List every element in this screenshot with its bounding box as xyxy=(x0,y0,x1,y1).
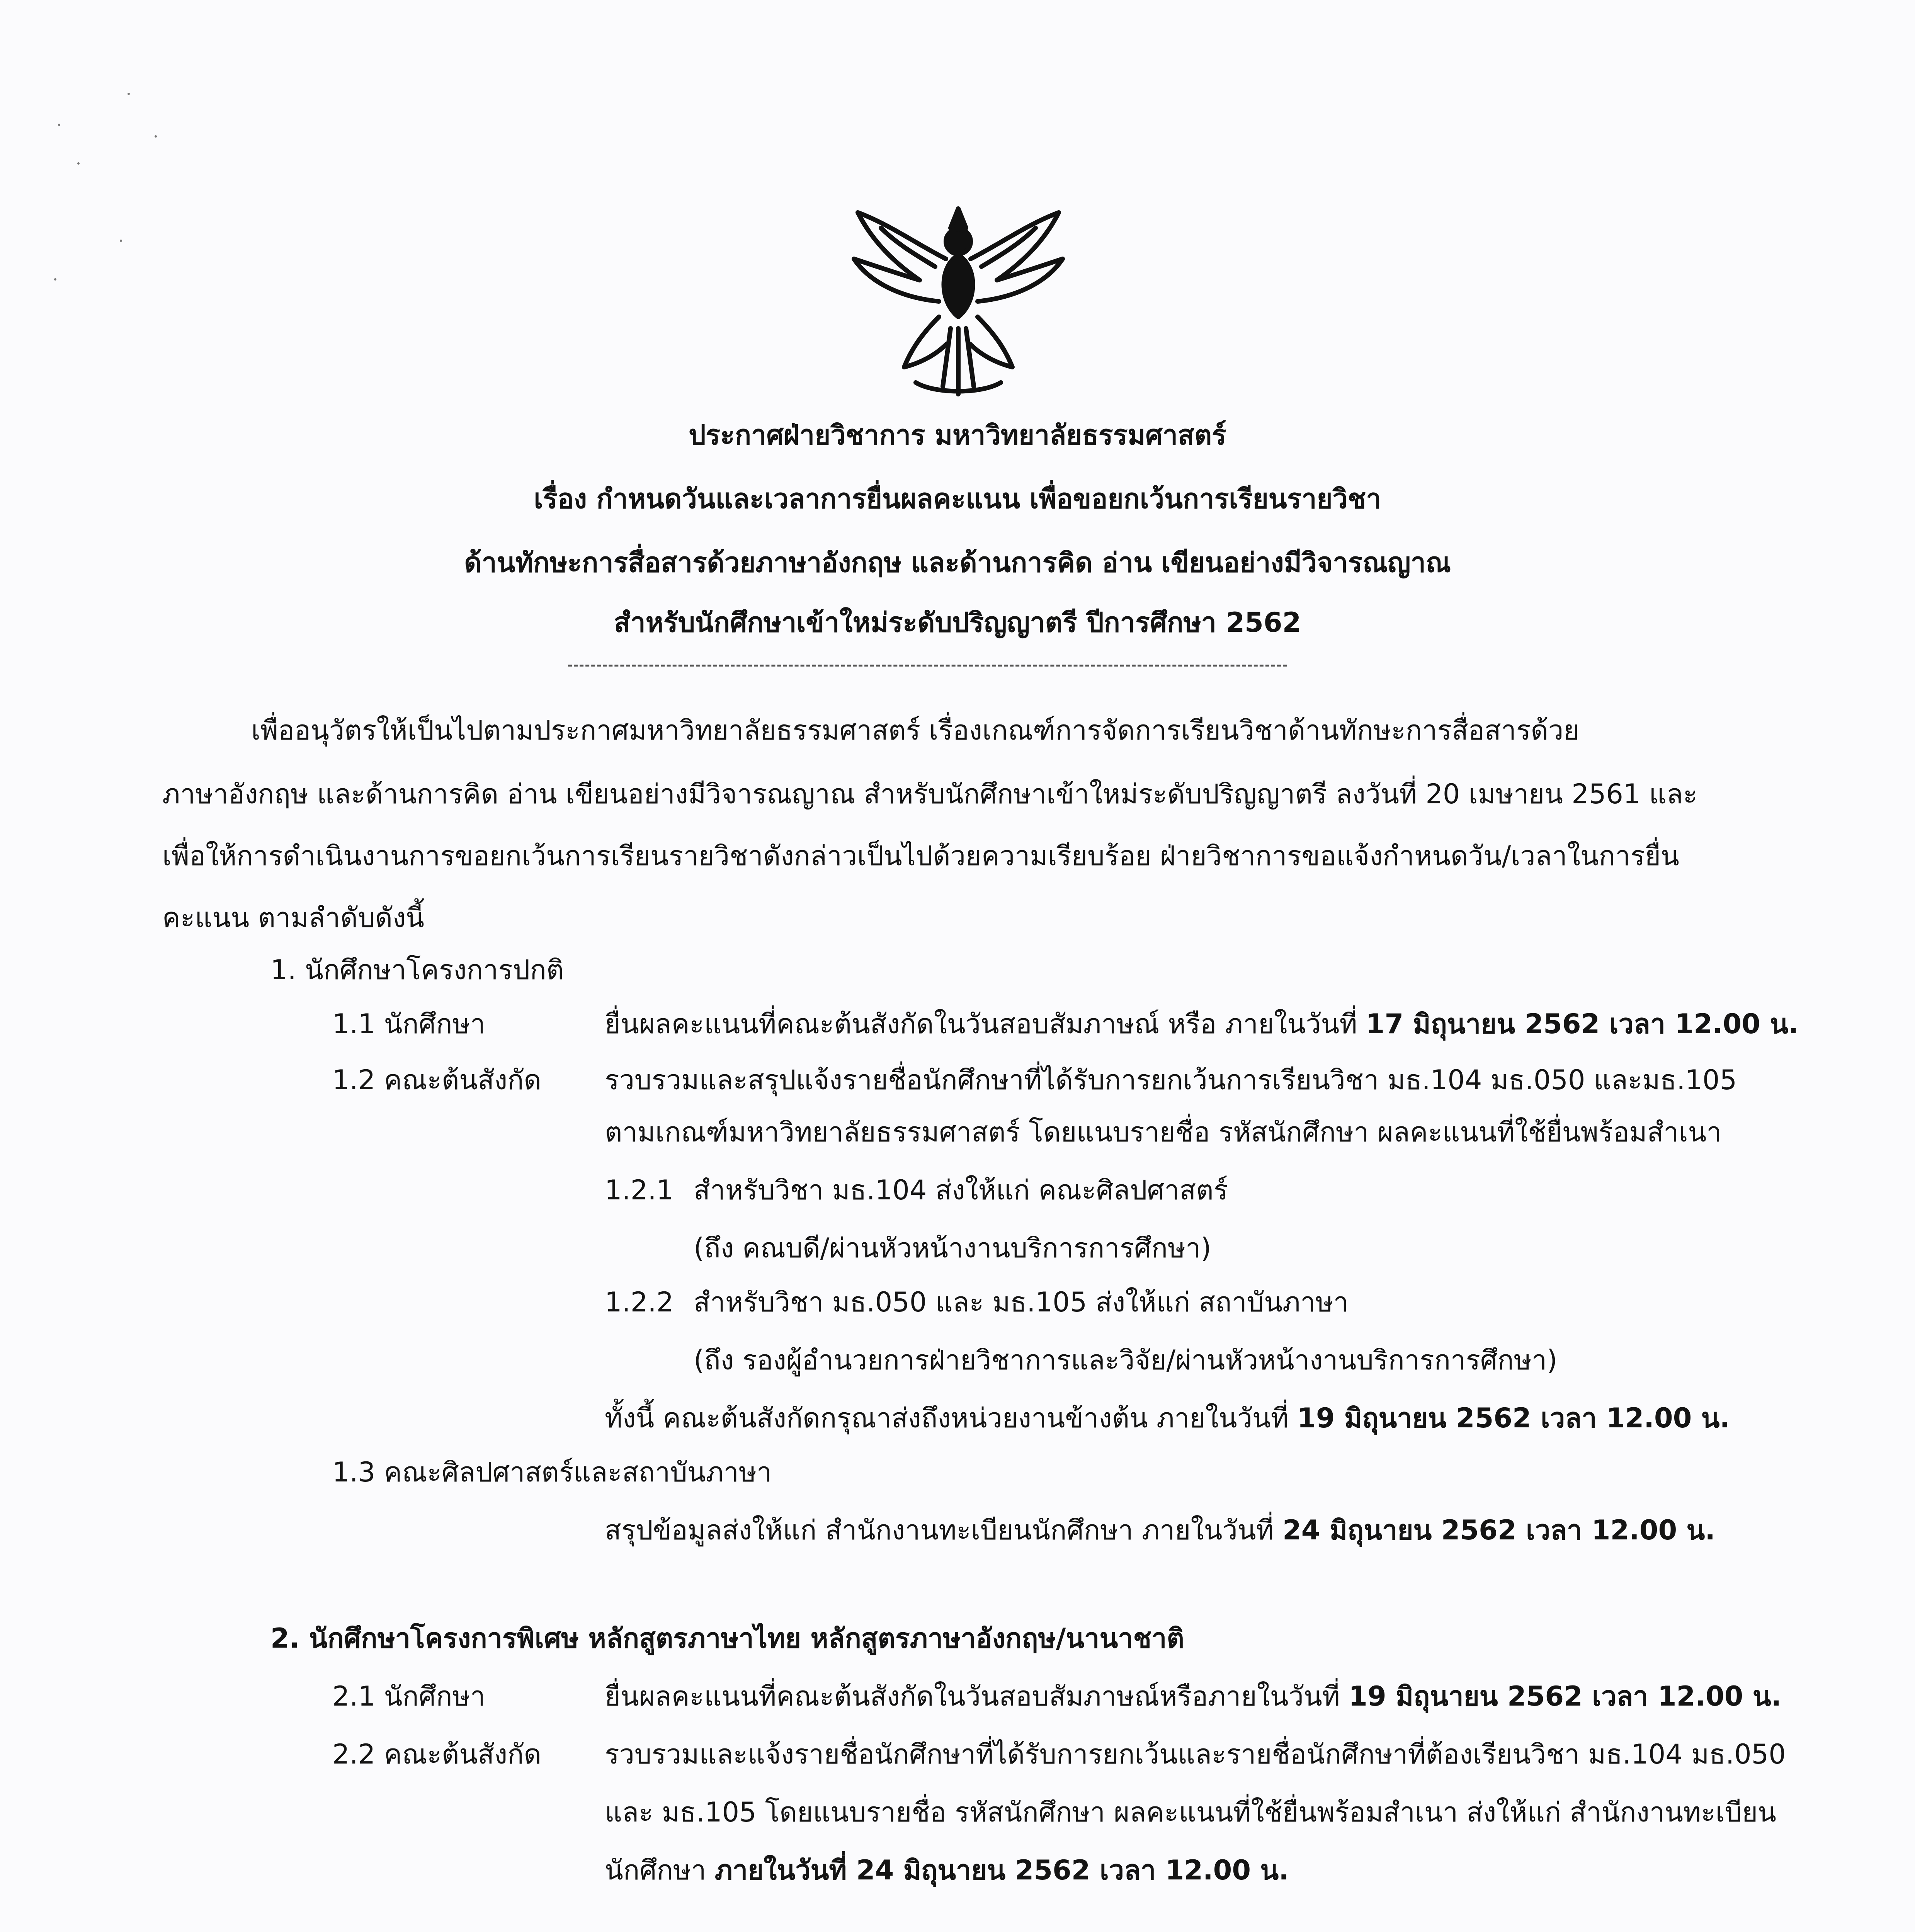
s121-text: สำหรับวิชา มธ.104 ส่งให้แก่ คณะศิลปศาสตร์ xyxy=(694,1174,1228,1206)
s12-closing-body: ทั้งนี้ คณะต้นสังกัดกรุณาส่งถึงหน่วยงานข้างต้น ภายในวันที่ xyxy=(605,1402,1289,1434)
s13-text-body: สรุปข้อมูลส่งให้แก่ สำนักงานทะเบียนนักศึกษา ภายในวันที่ xyxy=(605,1514,1274,1546)
s12-line-2: ตามเกณฑ์มหาวิทยาลัยธรรมศาสตร์ โดยแนบรายชื่อ รหัสนักศึกษา ผลคะแนนที่ใช้ยื่นพร้อมสำเนา xyxy=(605,1116,1722,1148)
title-line-4: สำหรับนักศึกษาเข้าใหม่ระดับปริญญาตรี ปีการศึกษา 2562 xyxy=(614,607,1301,638)
scan-speck xyxy=(128,93,130,95)
intro-line-2: ภาษาอังกฤษ และด้านการคิด อ่าน เขียนอย่างมีวิจารณญาณ สำหรับนักศึกษาเข้าใหม่ระดับปริญญาตรี ลงวันที่ 20 เมษายน 2561 และ xyxy=(162,778,1698,810)
s21-text xyxy=(605,1677,1781,1716)
s21-deadline: 19 มิถุนายน 2562 เวลา 12.00 น. xyxy=(1349,1680,1782,1712)
title-line-1: ประกาศฝ่ายวิชาการ มหาวิทยาลัยธรรมศาสตร์ xyxy=(689,419,1226,451)
s11-deadline: 17 มิถุนายน 2562 เวลา 12.00 น. xyxy=(1366,1008,1799,1040)
s12-closing xyxy=(605,1399,1730,1437)
section2-heading: 2. นักศึกษาโครงการพิเศษ หลักสูตรภาษาไทย หลักสูตรภาษาอังกฤษ/นานาชาติ xyxy=(270,1622,1184,1654)
s22-line-3 xyxy=(605,1851,1289,1889)
s12-line-1: รวบรวมและสรุปแจ้งรายชื่อนักศึกษาที่ได้รับการยกเว้นการเรียนวิชา มธ.104 มธ.050 และมธ.105 xyxy=(605,1064,1737,1096)
intro-line-3: เพื่อให้การดำเนินงานการขอยกเว้นการเรียนรายวิชาดังกล่าวเป็นไปด้วยความเรียบร้อย ฝ่ายวิชาการขอแจ้งกำหนดวัน/เวลาในการยื่น xyxy=(162,840,1679,872)
s22-line-2: และ มธ.105 โดยแนบรายชื่อ รหัสนักศึกษา ผลคะแนนที่ใช้ยื่นพร้อมสำเนา ส่งให้แก่ สำนักงานทะเบียน xyxy=(605,1796,1776,1828)
s21-label: 2.1 นักศึกษา xyxy=(332,1680,486,1712)
s13-text xyxy=(605,1511,1715,1549)
s12-label: 1.2 คณะต้นสังกัด xyxy=(332,1064,541,1096)
s11-text-body: ยื่นผลคะแนนที่คณะต้นสังกัดในวันสอบสัมภาษณ์ หรือ ภายในวันที่ xyxy=(605,1008,1357,1040)
intro-line-1: เพื่ออนุวัตรให้เป็นไปตามประกาศมหาวิทยาลัยธรรมศาสตร์ เรื่องเกณฑ์การจัดการเรียนวิชาด้านทักษะการสื่อสารด้วย xyxy=(251,714,1580,746)
s13-label: 1.3 คณะศิลปศาสตร์และสถาบันภาษา xyxy=(332,1456,772,1488)
scan-speck xyxy=(77,162,80,165)
s13-deadline: 24 มิถุนายน 2562 เวลา 12.00 น. xyxy=(1282,1514,1715,1546)
s122-note: (ถึง รองผู้อำนวยการฝ่ายวิชาการและวิจัย/ผ่านหัวหน้างานบริการการศึกษา) xyxy=(694,1344,1558,1376)
s22-line-1: รวบรวมและแจ้งรายชื่อนักศึกษาที่ได้รับการยกเว้นและรายชื่อนักศึกษาที่ต้องเรียนวิชา มธ.104 มธ.050 xyxy=(605,1738,1786,1770)
scan-speck xyxy=(58,124,60,126)
title-line-2: เรื่อง กำหนดวันและเวลาการยื่นผลคะแนน เพื่อขอยกเว้นการเรียนรายวิชา xyxy=(534,483,1381,515)
scan-speck xyxy=(155,135,157,138)
section1-heading: 1. นักศึกษาโครงการปกติ xyxy=(270,954,564,986)
scan-speck xyxy=(120,240,122,242)
s122-text: สำหรับวิชา มธ.050 และ มธ.105 ส่งให้แก่ สถาบันภาษา xyxy=(694,1286,1349,1318)
garuda-emblem-icon xyxy=(823,201,1094,402)
s11-text xyxy=(605,1005,1799,1043)
scan-speck xyxy=(54,278,56,281)
s121-note: (ถึง คณบดี/ผ่านหัวหน้างานบริการการศึกษา) xyxy=(694,1232,1211,1264)
s11-label: 1.1 นักศึกษา xyxy=(332,1008,486,1040)
s122-label: 1.2.2 xyxy=(605,1286,674,1318)
s22-last-deadline: ภายในวันที่ 24 มิถุนายน 2562 เวลา 12.00 น. xyxy=(714,1854,1289,1886)
s121-label: 1.2.1 xyxy=(605,1174,674,1206)
separator-line xyxy=(568,665,1287,667)
s22-last-prefix: นักศึกษา xyxy=(605,1854,706,1886)
title-line-3: ด้านทักษะการสื่อสารด้วยภาษาอังกฤษ และด้านการคิด อ่าน เขียนอย่างมีวิจารณญาณ xyxy=(464,547,1451,578)
intro-line-4: คะแนน ตามลำดับดังนี้ xyxy=(162,902,424,934)
s12-closing-deadline: 19 มิถุนายน 2562 เวลา 12.00 น. xyxy=(1297,1402,1730,1434)
s22-label: 2.2 คณะต้นสังกัด xyxy=(332,1738,541,1770)
s21-text-body: ยื่นผลคะแนนที่คณะต้นสังกัดในวันสอบสัมภาษณ์หรือภายในวันที่ xyxy=(605,1680,1340,1712)
